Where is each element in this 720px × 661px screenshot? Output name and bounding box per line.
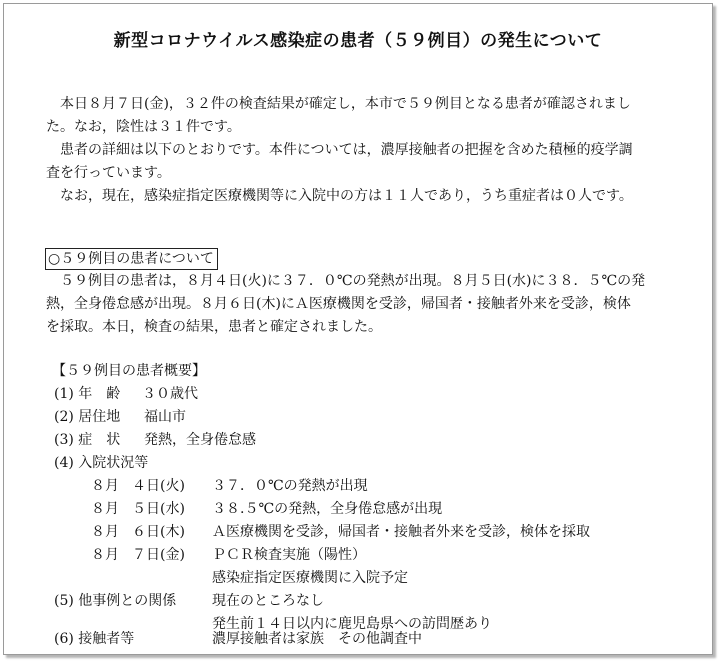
intro-paragraph-1-line-2: た。なお，陰性は３１件です。: [46, 119, 241, 135]
summary-heading: 【５９例目の患者概要】: [52, 363, 206, 379]
timeline-day: ７日(金): [132, 547, 185, 563]
summary-relation-label: (5) 他事例との関係: [54, 593, 177, 609]
intro-paragraph-3: [46, 185, 686, 208]
timeline-month: ８月: [91, 524, 119, 540]
intro-paragraph-2-line-2: 査を行っています。: [46, 165, 171, 181]
summary-residence-label: (2) 居住地: [54, 409, 121, 425]
intro-paragraph-3-line-1: なお，現在，感染症指定医療機関等に入院中の方は１１人であり，うち重症者は０人です。: [60, 188, 633, 204]
summary-relation-value-2: 発生前１４日以内に鹿児島県への訪問歴あり: [212, 616, 492, 632]
timeline-event: ＰＣＲ検査実施（陽性）: [212, 547, 366, 563]
summary-contacts-value: 濃厚接触者は家族 その他調査中: [212, 631, 422, 647]
timeline-event: ３８.５℃の発熱，全身倦怠感が出現: [212, 501, 443, 517]
summary-admission-label: (4) 入院状況等: [54, 455, 149, 471]
timeline-day: ６日(木): [132, 524, 185, 540]
summary-age-label: (1) 年 齢: [54, 386, 121, 402]
summary-contacts-label: (6) 接触者等: [54, 631, 135, 647]
section-paragraph-line-2: 熱，全身倦怠感が出現。８月６日(木)にＡ医療機関を受診，帰国者・接触者外来を受診，検体: [46, 296, 631, 312]
intro-paragraph-2-line-1: 患者の詳細は以下のとおりです。本件については，濃厚接触者の把握を含めた積極的疫学調: [60, 142, 633, 158]
timeline-month: ８月: [91, 501, 119, 517]
timeline-day: ４日(火): [132, 478, 185, 494]
timeline-month: ８月: [91, 547, 119, 563]
section-paragraph: [46, 270, 686, 339]
document-frame: [3, 3, 713, 655]
timeline-month: ８月: [91, 478, 119, 494]
summary-relation-value-1: 現在のところなし: [212, 593, 324, 609]
timeline-followup: 感染症指定医療機関に入院予定: [212, 570, 408, 586]
summary-symptoms-label: (3) 症 状: [54, 432, 121, 448]
document-title: 新型コロナウイルス感染症の患者（５９例目）の発生について: [113, 31, 603, 51]
timeline-day: ５日(水): [132, 501, 185, 517]
timeline-event: ３７．０℃の発熱が出現: [212, 478, 368, 494]
summary-age-value: ３０歳代: [142, 386, 198, 402]
section-heading: ○５９例目の患者について: [45, 248, 218, 270]
section-paragraph-line-3: を採取。本日，検査の結果，患者と確定されました。: [46, 319, 382, 335]
summary-residence-value: 福山市: [144, 409, 186, 425]
intro-paragraph-1-line-1: 本日８月７日(金)，３２件の検査結果が確定し，本市で５９例目となる患者が確認されまし: [60, 96, 631, 112]
timeline-event: Ａ医療機関を受診，帰国者・接触者外来を受診，検体を採取: [212, 524, 590, 540]
section-paragraph-line-1: ５９例目の患者は，８月４日(火)に３７．０℃の発熱が出現。８月５日(水)に３８．５℃の発: [60, 273, 646, 289]
intro-paragraph-2: [46, 139, 686, 185]
intro-paragraph-1: [46, 93, 686, 139]
summary-symptoms-value: 発熱，全身倦怠感: [144, 432, 256, 448]
